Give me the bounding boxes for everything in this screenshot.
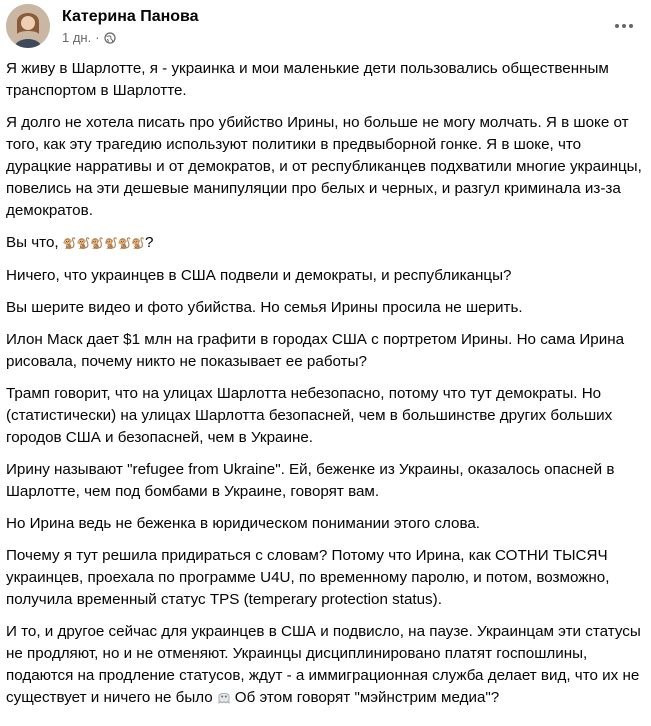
paragraph-8: Ирину называют "refugee from Ukraine". Ей, беженке из Украины, оказалось опасней в Шарлотте, чем под бомбами в Украине, говорят вам.: [6, 461, 615, 500]
paragraph-question: [6, 232, 642, 255]
paragraph-10: Почему я тут решила придираться с словам? Потому что Ирина, как СОТНИ ТЫСЯЧ украинцев, проехала по программе U4U, по временному паролю, и потом, возможно, получила временный статус TPS (temperary protection status).: [6, 547, 610, 608]
globe-icon[interactable]: [104, 32, 116, 44]
post-header: [6, 4, 646, 50]
paragraph-4: Ничего, что украинцев в США подвели и демократы, и республиканцы?: [6, 267, 512, 284]
paragraph-9: Но Ирина ведь не беженка в юридическом понимании этого слова.: [6, 515, 481, 532]
avatar-image: [6, 4, 50, 48]
post-meta: [62, 30, 116, 45]
paragraph-1: Я живу в Шарлотте, я - украинка и мои маленькие дети пользовались общественным транспортом в Шарлотте.: [6, 60, 609, 99]
author-name[interactable]: Катерина Панова: [62, 8, 199, 25]
monkey-emoji-row: 🐒🐒🐒🐒🐒🐒: [62, 238, 146, 250]
last-text-before: И то, и другое сейчас для украинцев в США и подвисло, на паузе. Украинцам эти статусы не продляют, но и не отменяют. Украинцы дисциплинировано платят госпошлины, подаются на продление статусов, ждут - а иммиграционная служба делает вид, что их не существует и ничего не было: [6, 623, 641, 706]
paragraph-2: Я долго не хотела писать про убийство Ирины, но больше не могу молчать. Я в шоке от того, как эту трагедию используют политики в предвыборной гонке. Я в шоке, что дурацкие нарративы и от демократов, и от республиканцев подхватили многие украинцы, повелись на эти дешевые манипуляции про белых и черных, и разгул криминала из-за демократов.: [6, 114, 642, 219]
question-suffix: ?: [145, 234, 154, 251]
paragraph-7: Трамп говорит, что на улицах Шарлотта небезопасно, потому что тут демократы. Но (статистически) на улицах Шарлотта безопасней, чем в большинстве других больших городов США и безопасней, чем в Украине.: [6, 385, 613, 446]
post-text: [6, 58, 642, 719]
question-prefix: Вы что,: [6, 234, 63, 251]
meta-separator: ·: [95, 30, 100, 45]
avatar[interactable]: [6, 4, 50, 48]
last-text-after: Об этом говорят "мэйнстрим медиа"?: [234, 689, 500, 706]
more-options-icon[interactable]: [608, 10, 640, 42]
post-time[interactable]: 1 дн.: [62, 30, 92, 45]
paragraph-5: Вы шерите видео и фото убийства. Но семья Ирины просила не шерить.: [6, 299, 523, 316]
ghost-icon: [217, 689, 231, 703]
paragraph-last: [6, 621, 642, 709]
paragraph-6: Илон Маск дает $1 млн на графити в городах США с портретом Ирины. Но сама Ирина рисовала, почему никто не показывает ее работы?: [6, 331, 625, 370]
